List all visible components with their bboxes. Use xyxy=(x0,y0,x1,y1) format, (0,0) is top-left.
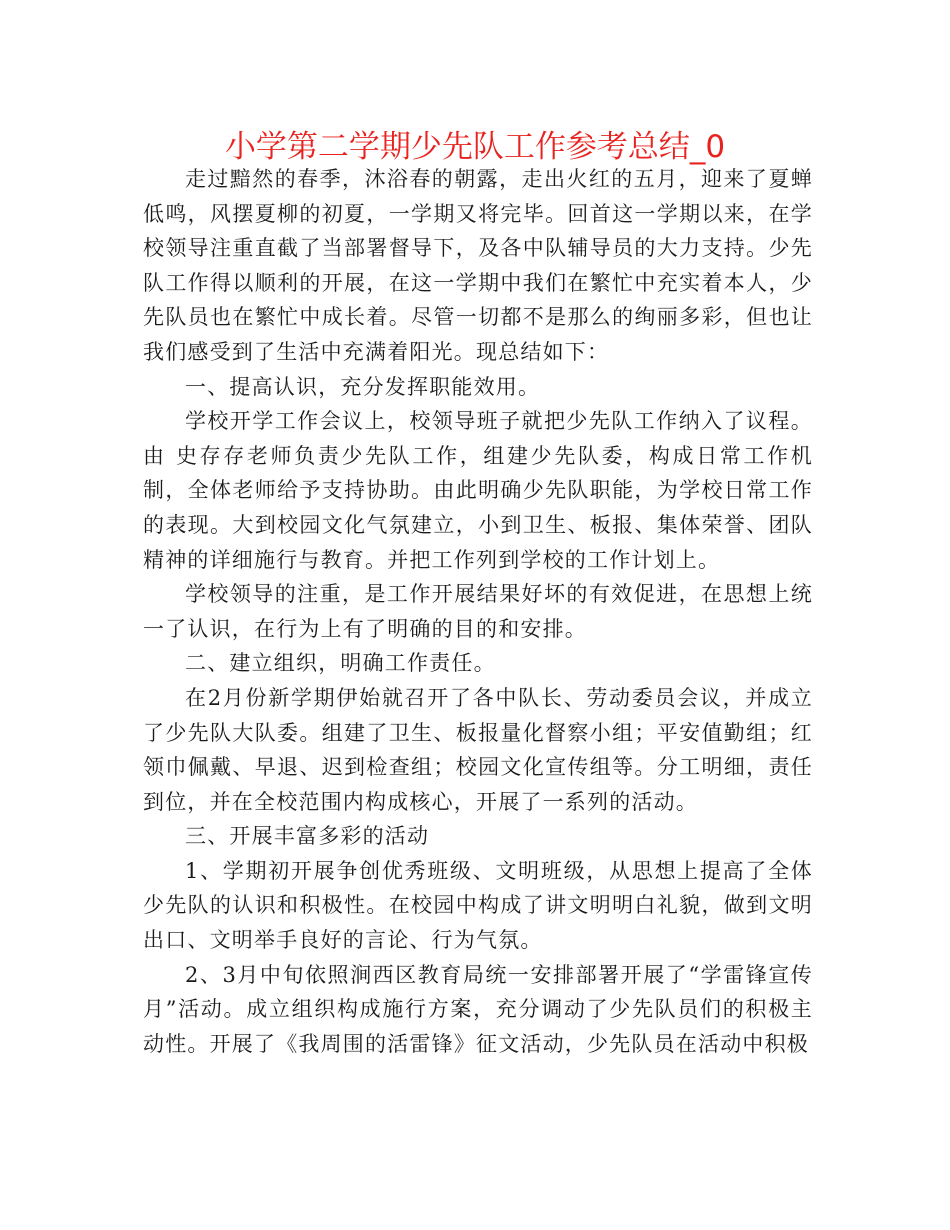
section-heading-1: 一、提高认识，充分发挥职能效用。 xyxy=(185,374,541,399)
paragraph: 学校领导的注重，是工作开展结果好坏的有效促进，在思想上统一了认识，在行为上有了明确的目的和安排。 xyxy=(143,582,813,641)
document-body xyxy=(143,162,813,1061)
list-item: 1、学期初开展争创优秀班级、文明班级，从思想上提高了全体少先队的认识和积极性。在校园中构成了讲文明明白礼貌，做到文明出口、文明举手良好的言论、行为气氛。 xyxy=(143,858,813,953)
paragraph: 在2月份新学期伊始就召开了各中队长、劳动委员会议，并成立了少先队大队委。组建了卫生、板报量化督察小组；平安值勤组；红领巾佩戴、早退、迟到检查组；校园文化宣传组等。分工明细，责任到位，并在全校范围内构成核心，开展了一系列的活动。 xyxy=(143,685,813,814)
paragraph-intro: 走过黯然的春季，沐浴春的朝露，走出火红的五月，迎来了夏蝉低鸣，风摆夏柳的初夏，一学期又将完毕。回首这一学期以来，在学校领导注重直截了当部署督导下，及各中队辅导员的大力支持。少先队工作得以顺利的开展，在这一学期中我们在繁忙中充实着本人，少先队员也在繁忙中成长着。尽管一切都不是那么的绚丽多彩，但也让我们感受到了生活中充满着阳光。现总结如下： xyxy=(143,167,813,364)
section-heading-2: 二、建立组织，明确工作责任。 xyxy=(185,651,496,676)
paragraph: 学校开学工作会议上，校领导班子就把少先队工作纳入了议程。由 史存存老师负责少先队工作，组建少先队委，构成日常工作机制，全体老师给予支持协助。由此明确少先队职能，为学校日常工作的表现。大到校园文化气氛建立，小到卫生、板报、集体荣誉、团队精神的详细施行与教育。并把工作列到学校的工作计划上。 xyxy=(143,409,813,572)
document-title: 小学第二学期少先队工作参考总结_0 xyxy=(224,129,726,165)
section-heading-3: 三、开展丰富多彩的活动 xyxy=(185,824,430,849)
list-item: 2、3月中旬依照涧西区教育局统一安排部署开展了“学雷锋宣传月”活动。成立组织构成施行方案，充分调动了少先队员们的积极主动性。开展了《我周围的活雷锋》征文活动，少先队员在活动中积极 xyxy=(143,962,813,1056)
